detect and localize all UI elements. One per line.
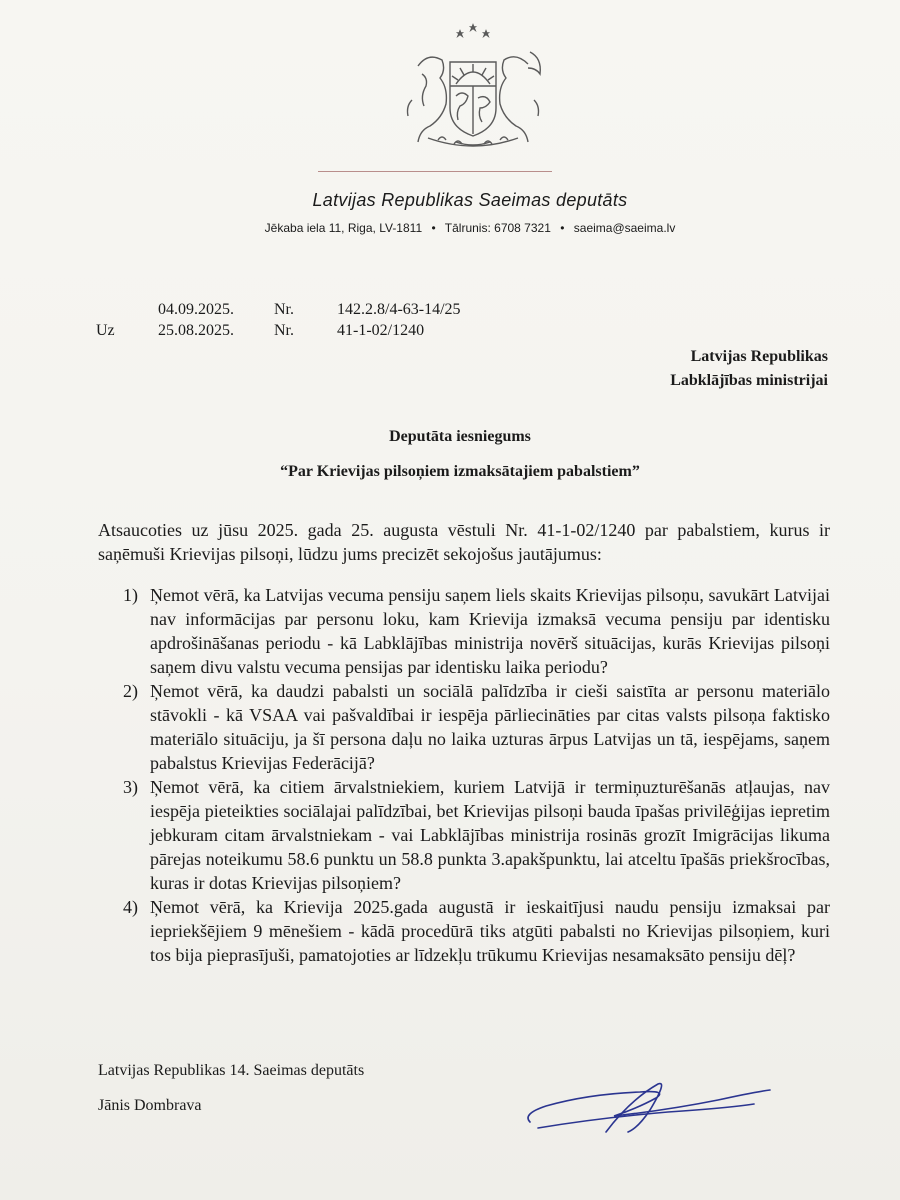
signatory-name: Jānis Dombrava (98, 1097, 202, 1114)
recipient-block (670, 345, 828, 393)
contact-line (0, 221, 900, 235)
reference-date-incoming: 25.08.2025. (158, 322, 234, 339)
document-title: Deputāta iesniegums (389, 428, 531, 445)
list-item (98, 895, 830, 967)
separator-dot: • (431, 221, 436, 235)
list-item (98, 775, 830, 895)
phone-text: Tālrunis: 6708 7321 (444, 221, 551, 235)
question-list (98, 583, 830, 967)
document-subtitle: “Par Krievijas pilsoņiem izmaksātajiem pabalstiem” (280, 463, 640, 480)
intro-paragraph: Atsaucoties uz jūsu 2025. gada 25. augusta vēstuli Nr. 41-1-02/1240 par pabalstiem, kurus ir saņēmuši Krievijas pilsoņi, lūdzu jums precizēt sekojošus jautājumus: (98, 520, 830, 564)
signatory-role: Latvijas Republikas 14. Saeimas deputāts (98, 1062, 365, 1079)
reference-nr-label: Nr. (274, 322, 294, 339)
list-item-text: Ņemot vērā, ka Krievija 2025.gada augustā ir ieskaitījusi naudu pensiju izmaksai par iepriekšējiem 9 mēnešiem - kādā procedūrā tiks atgūti pabalsti no Krievijas pilsoņiem, kuri tos bija pieprasījuši, pamatojoties ar līdzekļu trūkumu Krievijas nesamaksāto pensiju dēļ? (150, 897, 830, 965)
institution-name: Latvijas Republikas Saeimas deputāts (312, 190, 628, 210)
reference-prefix: Uz (96, 322, 115, 339)
reference-date-outgoing: 04.09.2025. (158, 301, 234, 318)
recipient-line: Latvijas Republikas (690, 348, 828, 365)
list-item-text: Ņemot vērā, ka Latvijas vecuma pensiju saņem liels skaits Krievijas pilsoņu, savukārt Latvijai nav informācijas par personu loku, kam Krievija izmaksā vecuma pensiju par identisku apdrošināšanas periodu - kā Labklājības ministrija novērš situācijas, kurās Krievijas pilsoņi saņem divu valstu vecuma pensijas par identisku laika periodu? (150, 585, 830, 677)
list-item (98, 679, 830, 775)
list-item-number: 4) (123, 897, 138, 917)
list-item-number: 2) (123, 681, 138, 701)
list-item-text: Ņemot vērā, ka citiem ārvalstniekiem, kuriem Latvijā ir termiņuzturēšanās atļaujas, nav iespēja pieteikties sociālajai palīdzībai, bet Krievijas pilsoņi bauda īpašas privilēģijas iepretim jebkuram citam ārvalstniekam - vai Labklājības ministrija rosinās grozīt Imigrācijas likuma pārejas noteikumu 58.6 punktu un 58.8 punkta 3.apakšpunktu, lai atceltu īpašās priekšrocības, kuras ir dotas Krievijas pilsoņiem? (150, 777, 830, 893)
reference-number-outgoing: 142.2.8/4-63-14/25 (337, 301, 461, 318)
coat-of-arms-emblem (398, 22, 548, 152)
handwritten-signature (518, 1070, 780, 1142)
recipient-line: Labklājības ministrijai (670, 372, 828, 389)
list-item-number: 3) (123, 777, 138, 797)
address-text: Jēkaba iela 11, Riga, LV-1811 (264, 221, 423, 235)
reference-nr-label: Nr. (274, 301, 294, 318)
separator-dot: • (560, 221, 565, 235)
list-item-text: Ņemot vērā, ka daudzi pabalsti un sociālā palīdzība ir cieši saistīta ar personu materiālo stāvokli - kā VSAA vai pašvaldībai ir iespēja pārliecināties par citas valsts pilsoņa faktisko materiālo situāciju, ja šī persona daļu no laika uzturas ārpus Latvijas un tā, iespējams, saņem pabalstus Krievijas Federācijā? (150, 681, 830, 773)
list-item (98, 583, 830, 679)
header-divider (318, 171, 552, 172)
reference-number-incoming: 41-1-02/1240 (337, 322, 425, 339)
email-text: saeima@saeima.lv (573, 221, 676, 235)
list-item-number: 1) (123, 585, 138, 605)
